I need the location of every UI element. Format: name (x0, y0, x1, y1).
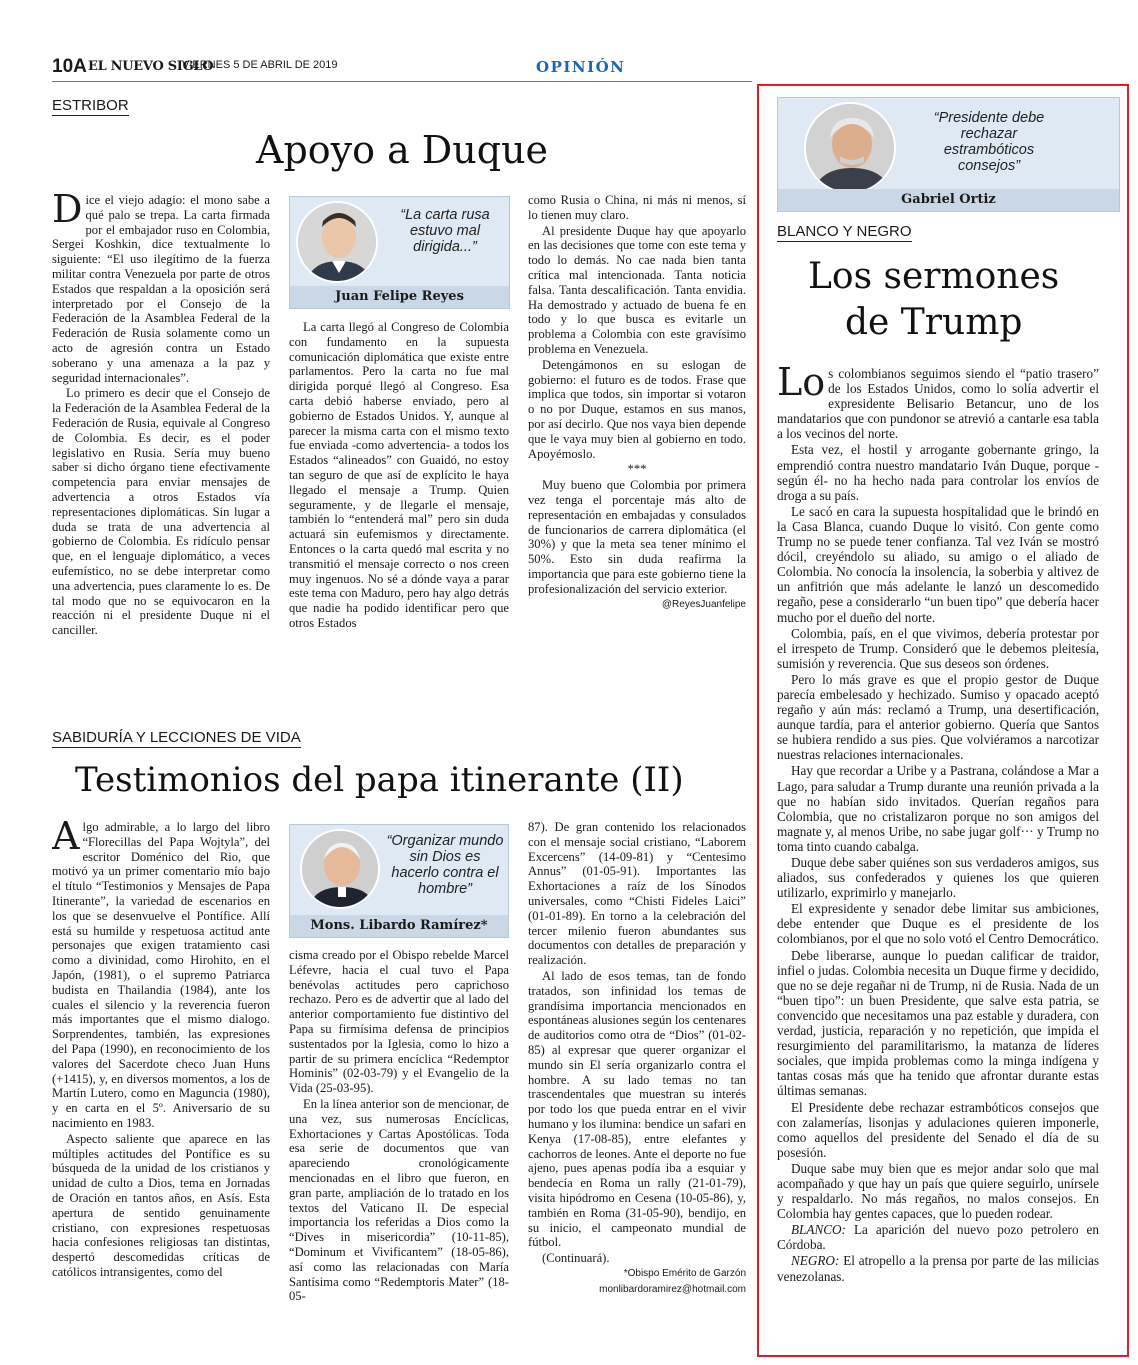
estribor-column-3 (528, 193, 746, 703)
paragraph: 87). De gran contenido los relacionados con el mensaje social cristiano, “Laborem Excercens” (14-09-81) y “Centesimo Annus” (01-05-91). Importantes las Exhortaciones a raíz de los Sínodos universales, como “Chisti Fideles Laici” (01-01-89). En torno a la celebración del tercer milenio fueron abundantes sus documentos con detalles de preparación y realización. (528, 820, 746, 968)
paragraph: Al presidente Duque hay que apoyarlo en las decisiones que tome con este tema y todo lo demás. No cae nada bien tanta crítica mal intencionada. Tanta noticia falsa. Tanta descalificación. Tanta envidia. Ha demostrado y actuado de buena fe en todo y lo que busca es evitarle un problema a Colombia con este gravísimo problema en Venezuela. (528, 223, 746, 356)
opinion-box-ortiz (777, 97, 1120, 212)
sabiduria-column-2 (289, 948, 509, 1348)
drop-cap: Lo (777, 366, 826, 404)
section-title: OPINIÓN (536, 58, 626, 76)
paragraph: Debe liberarse, aunque lo puedan calificar de traidor, infiel o judas. Colombia necesita un Duque firme y decidido, que no se deje regañar ni de Trump, ni de Rusia. Nada de un “buen tipo”: un buen Presidente, que salve esta patria, se convencido que necesitamos una paz estable y duradera, con verdad, justicia, reparación y no repetición, que impida el resurgimiento del paramilitarismo, la matanza de líderes sociales, que impida problemas como la minga indígena y tantas cosas más que ha tenido que afrontar durante estas últimas semanas. (777, 947, 1099, 1099)
portrait-icon (806, 104, 896, 194)
paragraph: En la línea anterior son de mencionar, de una vez, sus numerosas Encíclicas, Exhortaciones y Cartas Apostólicas. Toda esa serie de documentos que van apareciendo cronológicamente mencionadas en el libro que fueron, en gran parte, ampliación de lo tratado en los textos del Vaticano II. De especial importancia los referidas a Dios como la “Dives in misericordia” (10-11-85), “Dominum et Vivificantem” (18-05-86), así como las relacionadas con María Santísima como “Redemptoris Mater” (18-05- (289, 1096, 509, 1304)
paragraph: Colombia, país, en el que vivimos, debería protestar por el irrespeto de Trump. Consideró que le debemos pleitesía, sumisión y reverencia. Que sus deseos son órdenes. (777, 625, 1099, 671)
masthead-rule (52, 81, 752, 82)
author-email: monlibardoramirez@hotmail.com (599, 1283, 746, 1295)
blanco-headline-line-2: de Trump (845, 302, 1023, 343)
negro-text: El atropello a la prensa por parte de las milicias venezolanas. (777, 1253, 1099, 1284)
paragraph: Esta vez, el hostil y arrogante gobernante gringo, la emprendió contra nuestro mandatario Iván Duque, porque -según él- no ha hecho nada para controlar los envíos de droga a su país. (777, 442, 1099, 503)
paragraph: Le sacó en cara la supuesta hospitalidad que le brindó en la Casa Blanca, cuando Duque lo visitó. Con gente como Trump no se puede tener confianza. Tal vez Iván se mostró dócil, creyéndolo su aliado, su amigo o el aliado de Colombia. No conocía la insolencia, la soberbia y altivez de un anfitrión que más adelante le lanzó un descomedido regaño, pese a considerarlo “un buen tipo” que debería hacer mucho por el dueño del norte. (777, 503, 1099, 625)
opinion-box-reyes (289, 196, 510, 309)
sabiduria-headline: Testimonios del papa itinerante (II) (75, 760, 684, 800)
portrait-icon (302, 831, 380, 909)
paragraph: Lo primero es decir que el Consejo de la Federación de la Asamblea Federal de la Federación de Rusia, equivale al Congreso de Colombia. Es decir, es el poder legislativo en Rusia. Sería muy bueno saber si dicho órgano tiene efectivamente competencia para enviar mensajes de advertencia a otros Estados vía representaciones diplomáticas. Sin lugar a duda se trata de una advertencia al gobierno de Colombia. Es ridículo pensar que, en el lenguaje diplomático, a veces eufemístico, no se debe interpretar como una advertencia, pues claramente lo es. De tal modo que no se equivocaron en la reacción ni el presidente Duque ni el canciller. (52, 386, 270, 638)
author-name: Mons. Libardo Ramírez* (290, 915, 508, 937)
estribor-column-2 (289, 320, 509, 703)
author-name: Gabriel Ortiz (778, 189, 1119, 211)
page-number: 10A (52, 56, 87, 77)
paragraph: s colombianos seguimos siendo el “patio trasero” de los Estados Unidos, como lo solía advertir el expresidente Belisario Betancur, uno de los mandatarios que con pundonor se atrevió a cantarle esa tabla a los vecinos del norte. (777, 366, 1099, 442)
paragraph: Detengámonos en su eslogan de gobierno: el futuro es de todos. Frase que implica que todos, sin importar si votaron o no por Duque, estamos en sus manos, por así decirlo. Que nos vaya bien depende que le vaya muy bien al gobierno en todo. Apoyémoslo. (528, 357, 746, 461)
author-footnote: *Obispo Emérito de Garzón (623, 1267, 746, 1279)
paragraph: Duque sabe muy bien que es mejor andar solo que mal acompañado y que hay un país que quiere seguirlo, unírsele y respaldarlo. No más regaños, no malos consejos. En Colombia hay gentes capaces, que lo pueden rodear. (777, 1160, 1099, 1222)
portrait-icon (298, 203, 378, 283)
author-photo (300, 829, 380, 909)
paragraph: Muy bueno que Colombia por primera vez tenga el porcentaje más alto de representación en embajadas y consulados de funcionarios de carrera diplomática (el 30%) y que la meta sea tener mínimo el 50%. Esto sin duda reafirma la importancia que para este gobierno tiene la profesionalización del servicio exterior. (528, 478, 746, 596)
issue-date: VIERNES 5 DE ABRIL DE 2019 (182, 59, 338, 71)
paragraph: lgo admirable, a lo largo del libro “Florecillas del Papa Wojtyla”, del escritor Doménico del Rio, que motivó ya un primer comentario mío bajo el título “Testimonios y Mensajes de Papa Itinerante”, la variedad de escenarios en los que se desenvuelve el Pontífice. Allí está su humilde y respetuosa actitud ante personajes que exigen tratamiento casi como a divinidad, como Hirohito, en el Japón, (1981), o el supremo Patriarca budista en Thailandia (1984), ante los cuales el silencio y la reverencia fueron más importantes que el mismo dialogo. Sorprendentes, también, las expresiones del Papa (1990), en reconocimiento de los valores del Sacerdote checo Juan Huns (+1415), y, en diversos momentos, a los de Martín Lutero, como en Maguncia (1980), y en carta en el 5º. Aniversario de su nacimiento en 1983. (52, 820, 270, 1130)
blanco-text: La aparición del nuevo pozo petrolero en Córdoba. (777, 1222, 1099, 1253)
paragraph: Hay que recordar a Uribe y a Pastrana, colándose a Mar a Lago, para saludar a Trump durante una reunión privada a la que no habían sido invitados. Querían regaños para Colombia, que no cristalizaron porque no son amigos del magnate y, al menos Uribe, no sabe jugar golf··· y Trump no toma tinto cuando cabalga. (777, 763, 1099, 854)
continuation-note: (Continuará). (542, 1251, 610, 1266)
drop-cap: A (52, 820, 80, 858)
opinion-box-ramirez (289, 824, 509, 938)
masthead (52, 56, 752, 80)
paragraph: ice el viejo adagio: el mono sabe a qué palo se trepa. La carta firmada por el embajador ruso en Colombia, Sergei Koshkin, dice textualmente lo siguiente: “El uso ilegítimo de la fuerza militar contra Venezuela por parte de otros Estados que respaldan a la oposición será interpretado por el Consejo de la Federación de la Asamblea Federal de la Federación de Rusia solamente como un acto de agresión contra un Estado soberano y una amenaza a la paz y seguridad internacionales”. (52, 193, 270, 385)
negro-label: NEGRO: (791, 1253, 840, 1269)
paragraph: El expresidente y senador debe limitar sus ambiciones, debe entender que Duque es el presidente de los colombianos, por el que no solo votó el Centro Democrático. (777, 901, 1099, 947)
blanco-label: BLANCO: (791, 1222, 846, 1238)
author-handle: @ReyesJuanfelipe (661, 598, 746, 610)
sabiduria-kicker: SABIDURÍA Y LECCIONES DE VIDA (52, 729, 301, 746)
blanco-kicker: BLANCO Y NEGRO (777, 223, 912, 240)
pull-quote: “Presidente debe rechazar estrambóticos consejos” (933, 110, 1045, 174)
estribor-headline: Apoyo a Duque (256, 128, 549, 172)
pull-quote: “La carta rusa estuvo mal dirigida...” (400, 207, 490, 255)
sabiduria-column-1 (52, 820, 270, 1348)
author-photo (296, 201, 378, 283)
paragraph: Aspecto saliente que aparece en las múltiples actitudes del Pontífice es su búsqueda de la unidad de los cristianos y unidad de culto a Dios, tema en Jornadas de Oración en tantos años, en Asís. Esta apertura de sentido genuinamente cristiano, con expresiones respetuosas hacia confesiones religiosas tan distintas, despertó descomedidas críticas de católicos intransigentes, como del (52, 1131, 270, 1279)
paragraph: Duque debe saber quiénes son sus verdaderos amigos, sus aliados, sus confederados y quienes los que quieren utilizarlo, exprimirlo y manejarlo. (777, 855, 1099, 901)
sabiduria-column-3 (528, 820, 746, 1348)
drop-cap: D (52, 193, 83, 231)
pull-quote: “Organizar mundo sin Dios es hacerlo contra el hombre” (386, 833, 504, 897)
paragraph: cisma creado por el Obispo rebelde Marcel Léfevre, hacia el cual tuvo el Papa benévolas actitudes pero caprichoso rechazo. Pero es de advertir que al lado del anterior comportamiento fue distintivo del Papa su firmísima defensa de principios sustentados por la Iglesia, como lo hizo a partir de su primera encíclica “Redemptor Hominis” (02-03-79) y el Evangelio de la Vida (25-03-95). (289, 948, 509, 1096)
blanco-column (777, 366, 1099, 1344)
author-name: Juan Felipe Reyes (290, 286, 509, 308)
paragraph: El Presidente debe rechazar estrambóticos consejos que con zalamerías, lisonjas y adulaciones quieren imponerle, como aquellos del presidente del Senado el día de su posesión. (777, 1099, 1099, 1160)
separator-stars: *** (627, 462, 647, 477)
negro-note (777, 1253, 1099, 1283)
paragraph: Pero lo más grave es que el propio gestor de Duque parecía embelesado y hechizado. Sumiso y opacado aceptó regaño y aún más: reclamó a Trump, una desertificación, aunque tardía, para el anterior gobierno. Quería que Santos se hubiera rendido a sus pies. Que volviéramos a narcotizar nuestras relaciones internacionales. (777, 671, 1099, 763)
blanco-headline-line-1: Los sermones (808, 256, 1060, 297)
newspaper-name: EL NUEVO SIGLO (88, 59, 214, 74)
paragraph: Al lado de esos temas, tan de fondo tratados, son infinidad los temas de grandísima importancia mencionados en espontáneas alusiones según los centenares de auditorios como otra de “Dios” (01-02-85) al expresar que querer organizar el mundo sin El sería organizarlo contra el hombre. A su lado temas no tan trascendentales que muestran su interés por todo los que pueda entrar en el vivir humano y los ilumina: bendice un safari en Kenya (17-08-85), entre elefantes y cachorros de leones. Ante el deporte no fue ajeno, pues apenas podía iba a esquiar y bendecía en Roma un rally (21-01-79), visita hipódromo en Cesena (10-05-86), y, también en Roma (31-05-90), bendijo, en su inicio, el campeonato mundial de fútbol. (528, 968, 746, 1250)
paragraph: como Rusia o China, ni más ni menos, sí lo tienen muy claro. (528, 193, 746, 222)
paragraph: La carta llegó al Congreso de Colombia con fundamento en la supuesta comunicación diplomática que existe entre parlamentos. Pero la carta no fue mal dirigida porqué llegó al Congreso. Esa carta debió haberse enviado, pero al gobierno de Estados Unidos. Y, aunque al parecer la misma carta con el mismo texto fue enviada -como advertencia- a todos los Estados “alineados” con Guaidó, no estoy tan seguro de que así de explícito le haya llegado el mensaje a Trump. Quien seguramente, y de llegarle el mensaje, también lo “entenderá mal” pero sin duda actuará sin eufemismos y directamente. Entonces o la carta quedó mal escrita y no transmitió el mensaje correcto o nos creen muy ingenuos. No sé a dónde vaya a parar este tema con Maduro, pero hay algo detrás que nadie ha podido identificar pero que otros Estados (289, 320, 509, 630)
estribor-kicker: ESTRIBOR (52, 97, 129, 114)
author-photo (804, 102, 896, 194)
blanco-note (777, 1222, 1099, 1252)
estribor-column-1 (52, 193, 270, 703)
